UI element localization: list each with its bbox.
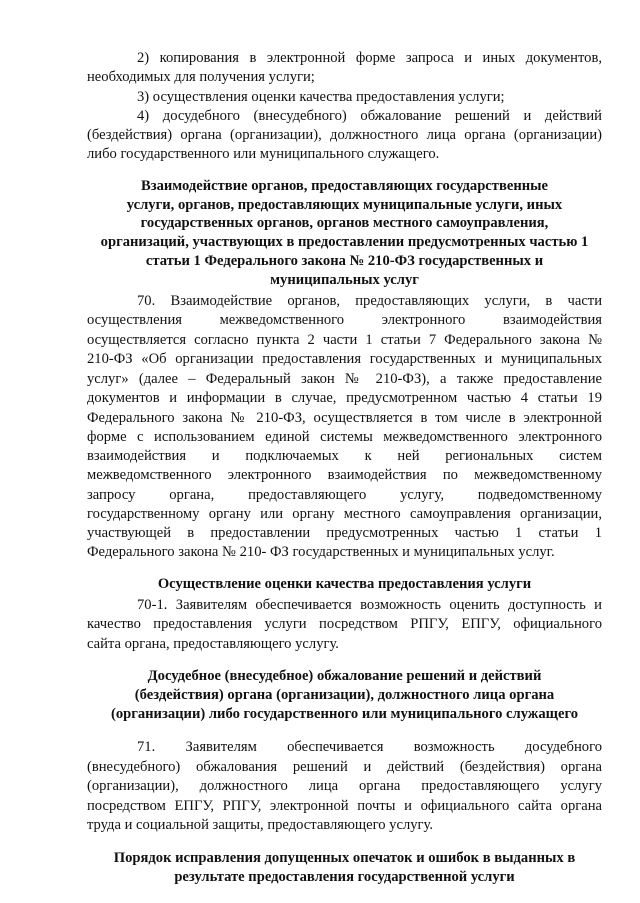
paragraph-70-line-5: услуг» (далее – Федеральный закон № 210-ФЗ), а также предоставление [87, 371, 602, 387]
section-heading-appeal-1: Досудебное (внесудебное) обжалование решений и действий [147, 668, 542, 684]
section-heading-interaction-4: организаций, участвующих в предоставлении предусмотренных частью 1 [100, 234, 589, 250]
paragraph-70-line-13: участвующей в предоставлении предусмотренных частью 1 статьи 1 [87, 525, 602, 541]
section-heading-appeal-3: (организации) либо государственного или муниципального служащего [110, 706, 579, 722]
section-heading-appeal-2: (бездействия) органа (организации), должностного лица органа [134, 687, 555, 703]
list-item-appeal: 4) досудебного (внесудебного) обжалование решений и действий [137, 108, 602, 124]
section-heading-interaction-1: Взаимодействие органов, предоставляющих государственные [140, 178, 549, 194]
list-item-quality: 3) осуществления оценки качества предоставления услуги; [137, 89, 505, 105]
list-item-appeal-cont1: (бездействия) органа (организации), должностного лица органа (организации) [87, 127, 602, 143]
section-heading-quality: Осуществление оценки качества предоставления услуги [157, 576, 532, 592]
paragraph-70-line-14: Федерального закона № 210- ФЗ государственных и муниципальных услуг. [87, 544, 555, 560]
section-heading-interaction-2: услуги, органов, предоставляющих муниципальные услуги, иных [126, 197, 563, 213]
list-item-copying-cont: необходимых для получения услуги; [87, 69, 315, 85]
section-heading-corrections-2: результате предоставления государственной услуги [174, 869, 515, 885]
paragraph-70-line-4: 210-ФЗ «Об организации предоставления государственных и муниципальных [87, 351, 602, 367]
paragraph-71-line-2: (внесудебного) обжалования решений и действий (бездействия) органа [87, 759, 602, 775]
paragraph-70-1-line-3: сайта органа, предоставляющего услугу. [87, 636, 339, 652]
paragraph-70-line-1: 70. Взаимодействие органов, предоставляющих услуги, в части [137, 293, 602, 309]
paragraph-70-line-2: осуществления межведомственного электронного взаимодействия [87, 312, 602, 328]
section-heading-corrections-1: Порядок исправления допущенных опечаток и ошибок в выданных в [113, 850, 576, 866]
paragraph-70-1-line-2: качество предоставления услуги посредством РПГУ, ЕПГУ, официального [87, 616, 602, 632]
paragraph-71-line-5: труда и социальной защиты, предоставляющего услугу. [87, 817, 434, 833]
paragraph-70-line-10: межведомственного электронного взаимодействия по межведомственному [87, 467, 602, 483]
list-item-copying: 2) копирования в электронной форме запроса и иных документов, [137, 50, 602, 66]
list-item-appeal-cont2: либо государственного или муниципального служащего. [87, 146, 440, 162]
section-heading-interaction-3: государственных органов, органов местного самоуправления, [140, 215, 549, 231]
paragraph-70-line-6: документов и информации в случае, предусмотренном частью 4 статьи 19 [87, 390, 602, 406]
paragraph-71-line-3: (организации), должностного лица органа предоставляющего услугу [87, 778, 602, 794]
paragraph-70-line-3: осуществляется согласно пункта 2 части 1 статьи 7 Федерального закона № [87, 332, 602, 348]
paragraph-71-line-1: 71. Заявителям обеспечивается возможность досудебного [137, 739, 602, 755]
paragraph-70-line-9: взаимодействия и подключаемых к ней региональных систем [87, 448, 602, 464]
paragraph-71-line-4: посредством ЕПГУ, РПГУ, электронной почты и официального сайта органа [87, 798, 602, 814]
paragraph-70-1-line-1: 70-1. Заявителям обеспечивается возможность оценить доступность и [137, 597, 602, 613]
paragraph-70-line-7: Федерального закона № 210-ФЗ, осуществляется в том числе в электронной [87, 410, 602, 426]
paragraph-70-line-12: государственному органу или органу местного самоуправления организации, [87, 506, 602, 522]
section-heading-interaction-5: статьи 1 Федерального закона № 210-ФЗ государственных и [145, 253, 544, 269]
paragraph-70-line-8: форме с использованием единой системы межведомственного электронного [87, 429, 602, 445]
section-heading-interaction-6: муниципальных услуг [270, 272, 419, 288]
paragraph-70-line-11: запросу органа, предоставляющего услугу, подведомственному [87, 487, 602, 503]
